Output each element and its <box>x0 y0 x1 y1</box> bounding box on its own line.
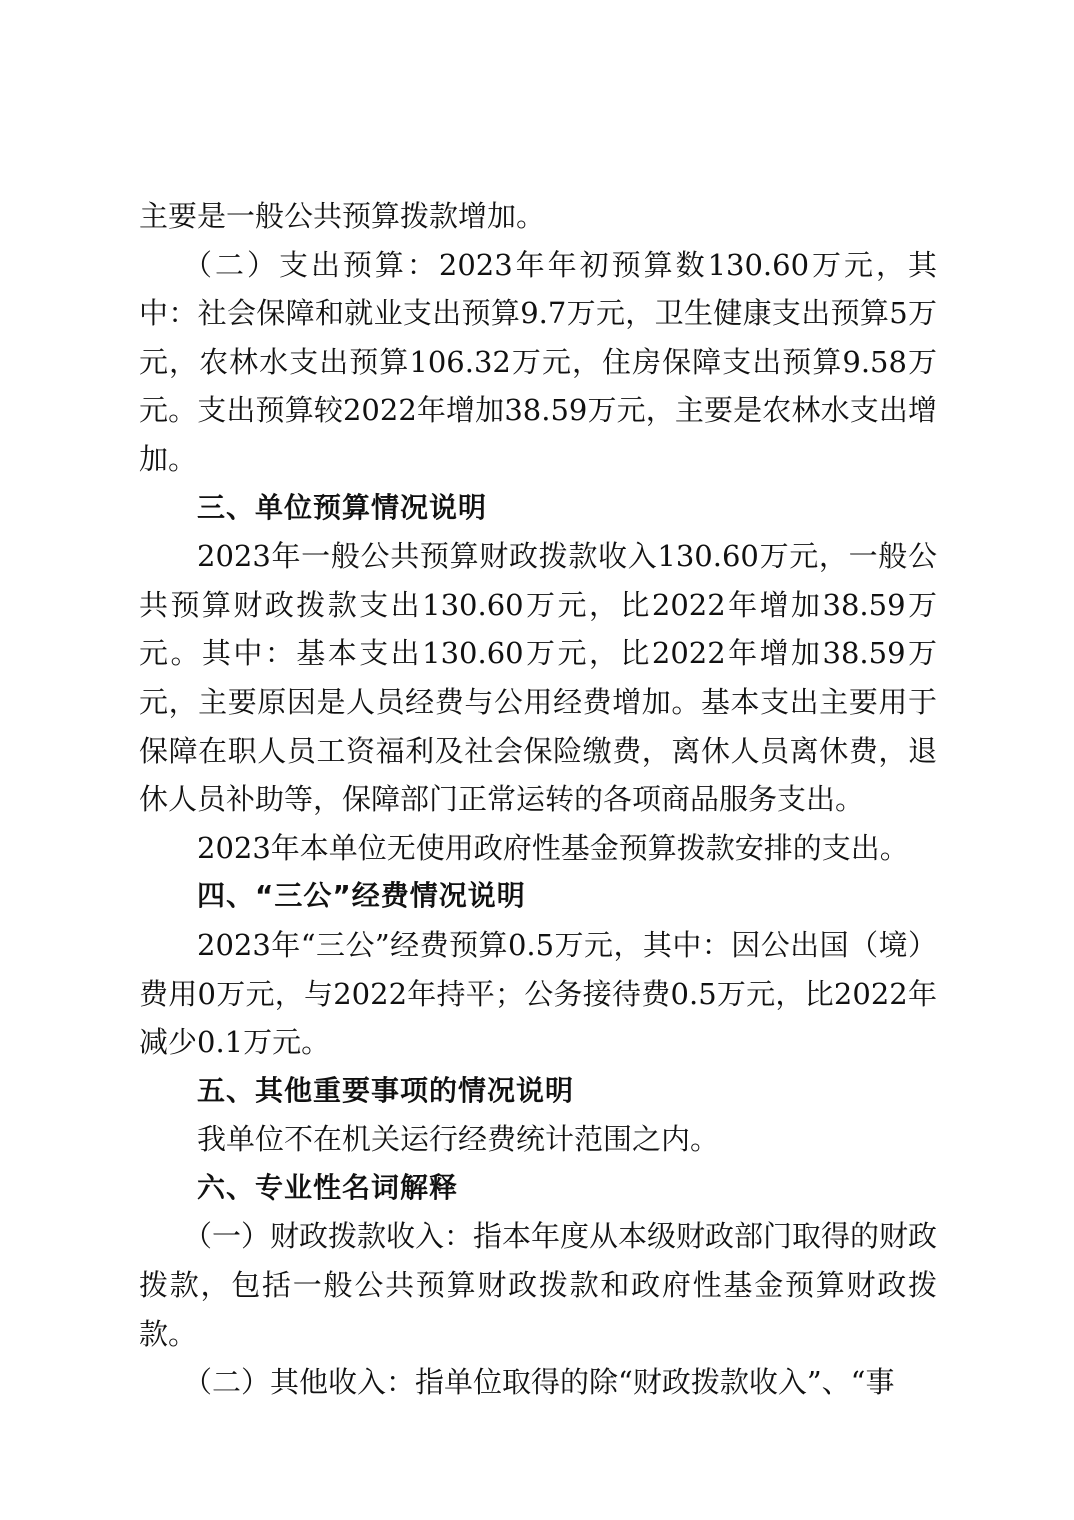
paragraph-glossary-other-income: （二）其他收入：指单位取得的除“财政拨款收入”、“事 <box>183 1365 895 1400</box>
section-heading-three-public: 四、“三公”经费情况说明 <box>197 879 526 913</box>
paragraph-three-public: 2023年“三公”经费预算0.5万元，其中：因公出国（境）费用0万元，与2022年持平；公务接待费0.5万元，比2022年减少0.1万元。 <box>139 927 937 1060</box>
paragraph-other-matters: 我单位不在机关运行经费统计范围之内。 <box>197 1122 720 1157</box>
section-heading-other-matters: 五、其他重要事项的情况说明 <box>197 1073 575 1107</box>
section-heading-glossary: 六、专业性名词解释 <box>197 1170 459 1204</box>
paragraph-unit-budget: 2023年一般公共预算财政拨款收入130.60万元，一般公共预算财政拨款支出130.60万元，比2022年增加38.59万元。其中：基本支出130.60万元，比2022年增加38.59万元，主要原因是人员经费与公用经费增加。基本支出主要用于保障在职人员工资福利及社会保险缴费，离休人员离休费，退休人员补助等，保障部门正常运转的各项商品服务支出。 <box>139 539 937 817</box>
section-heading-unit-budget: 三、单位预算情况说明 <box>197 490 488 524</box>
paragraph-expenditure-budget: （二）支出预算：2023年年初预算数130.60万元，其中：社会保障和就业支出预算9.7万元，卫生健康支出预算5万元，农林水支出预算106.32万元，住房保障支出预算9.58万元。支出预算较2022年增加38.59万元，主要是农林水支出增加。 <box>139 247 937 476</box>
paragraph-glossary-fiscal-income: （一）财政拨款收入：指本年度从本级财政部门取得的财政拨款，包括一般公共预算财政拨款和政府性基金预算财政拨款。 <box>139 1219 938 1351</box>
paragraph-government-fund: 2023年本单位无使用政府性基金预算拨款安排的支出。 <box>197 830 909 865</box>
paragraph-continuation: 主要是一般公共预算拨款增加。 <box>139 199 546 233</box>
document-body <box>139 192 937 1407</box>
